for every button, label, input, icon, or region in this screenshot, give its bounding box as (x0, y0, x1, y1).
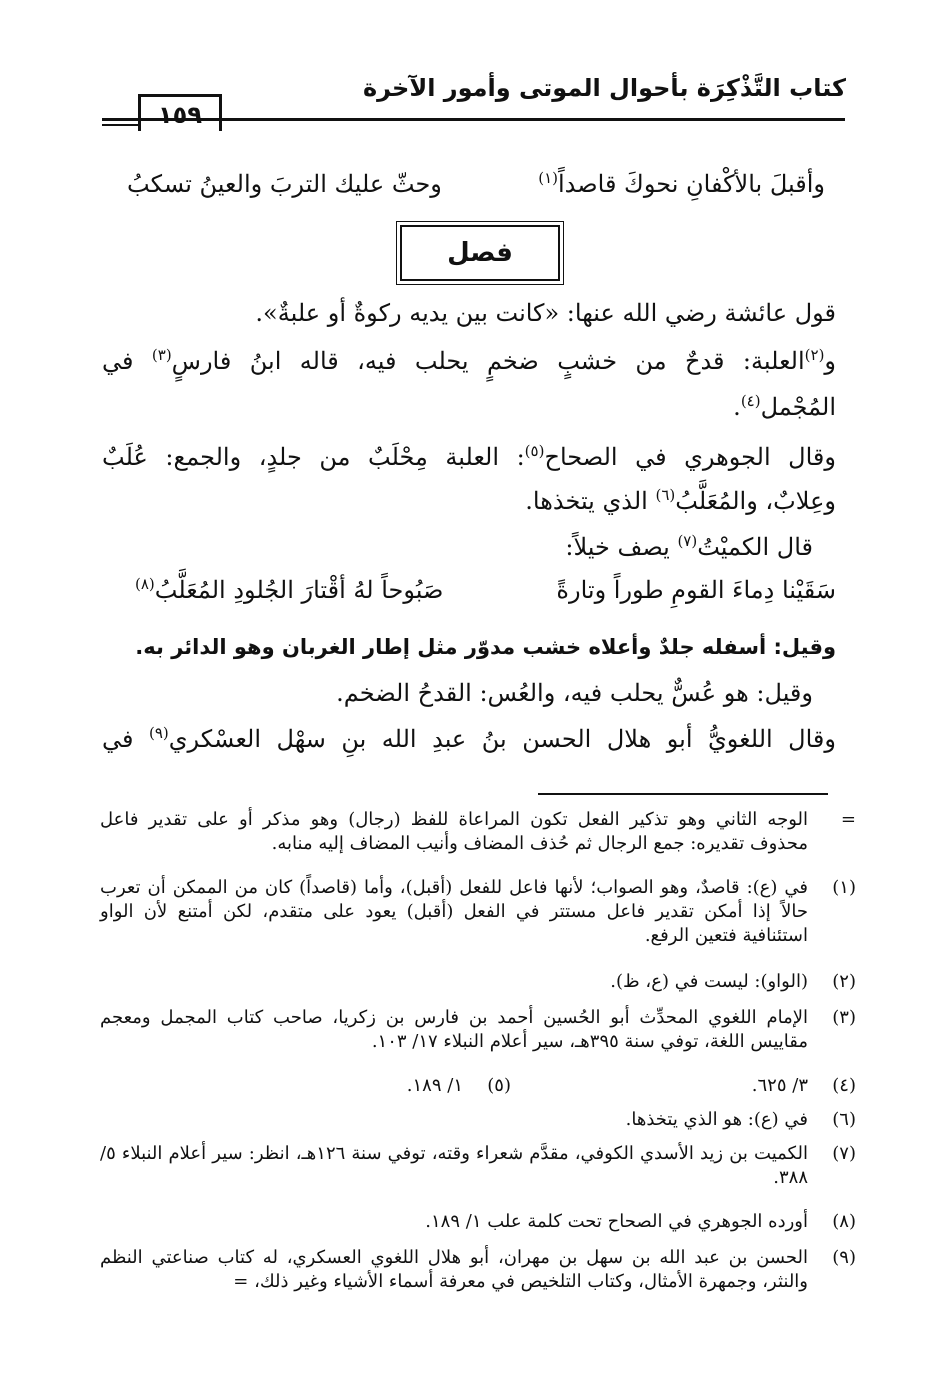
footnote-4: (٤) ٣/ ٦٢٥. (751, 1075, 856, 1096)
footnote-separator (538, 793, 828, 795)
footnote-5: (٥) ١/ ١٨٩. (406, 1075, 511, 1096)
body-line-9: وقال اللغويُّ أبو هلال الحسن بنُ عبدِ الله بنِ سهْل العسْكري$^{(٩)}$ في (102, 724, 836, 753)
verse-1-second-hemistich: وحثّ عليك التربَ والعينُ تسكبُ (127, 170, 442, 198)
header-rule-secondary (102, 124, 138, 126)
footnote-1: (١) في (ع): قاصدٌ، وهو الصواب؛ لأنها فاعل للفعل (أقبل)، وأما (قاصداً) كان من الممكن أن تعرب حالاً إذا أمكن تقدير فاعل مستتر في الفعل (أقبل) يعود على متقدم، لكن أمتنع لأن الواو استئنافية فتعين الرفع. (100, 877, 856, 946)
header-rule (102, 118, 845, 121)
footnote-2: (٢) (الواو): ليست في (ع، ظ). (610, 971, 856, 992)
footnote-8: (٨) أورده الجوهري في الصحاح تحت كلمة علب ١/ ١٨٩. (425, 1211, 856, 1232)
body-line-3: المُجْمل$^{(٤)}$. (733, 392, 836, 421)
body-line-2: و$^{(٢)}$العلبة: قدحٌ من خشبٍ ضخمٍ يحلب فيه، قاله ابنُ فارسٍ$^{(٣)}$ في (102, 346, 837, 375)
verse-2-second-hemistich: صَبُوحاً لهُ أقْتارَ الجُلودِ المُعَلَّبُ$^{(٨)}$ (135, 575, 444, 604)
body-line-5: وعِلابٌ، والمُعَلَّبُ$^{(٦)}$ الذي يتخذها. (525, 486, 836, 515)
footnote-7: (٧) الكميت بن زيد الأسدي الكوفي، مقدَّم شعراء وقته، توفي سنة ١٢٦هـ، انظر: سير أعلام النبلاء ٥/ ٣٨٨. (100, 1143, 856, 1188)
verse-2-first-hemistich: سَقَيْنا دِماءَ القومِ طوراً وتارةً (556, 576, 836, 604)
body-line-6: قال الكميْتُ$^{(٧)}$ يصف خيلاً: (565, 532, 813, 561)
footnote-6: (٦) في (ع): هو الذي يتخذها. (625, 1109, 856, 1130)
body-line-1: قول عائشة رضي الله عنها: «كانت بين يديه ركوةٌ أو علبةٌ». (255, 299, 836, 327)
running-title: كتاب التَّذْكِرَة بأحوال الموتى وأمور الآخرة (362, 74, 846, 102)
body-line-8: وقيل: هو عُسٌّ يحلب فيه، والعُس: القدحُ الضخم. (336, 679, 813, 707)
body-line-7: وقيل: أسفله جلدٌ وأعلاه خشب مدوّر مثل إطار الغربان وهو الدائر به. (135, 635, 836, 659)
footnote-continued: = الوجه الثاني وهو تذكير الفعل تكون المراعاة للفظ (رجال) وهو مذكر أو على تقدير فاعل محذوف تقديره: جمع الرجال ثم حُذف المضاف وأنيب المضاف إليه منابه. (100, 809, 856, 854)
footnote-ref-1: (١) (538, 169, 558, 187)
section-heading: فصل (400, 225, 560, 281)
verse-1-first-hemistich: وأقبلَ بالأكْفانِ نحوكَ قاصداً$^{(١)}$ (538, 169, 825, 198)
body-line-4: وقال الجوهري في الصحاح$^{(٥)}$: العلبة مِحْلَبٌ من جلدٍ، والجمع: عُلَبٌ (102, 442, 836, 471)
footnote-9: (٩) الحسن بن عبد الله بن سهل بن مهران، أبو هلال اللغوي العسكري، له كتاب صناعتي النظم والنثر، وجمهرة الأمثال، وكتاب التلخيص في معرفة أسماء الأشياء وغير ذلك، = (100, 1247, 856, 1292)
page-number: ١٥٩ (138, 94, 222, 131)
footnote-3: (٣) الإمام اللغوي المحدِّث أبو الحُسين أحمد بن فارس بن زكريا، صاحب كتاب المجمل ومعجم مقاييس اللغة، توفي سنة ٣٩٥هـ، سير أعلام النبلاء ١٧/ ١٠٣. (100, 1007, 856, 1052)
